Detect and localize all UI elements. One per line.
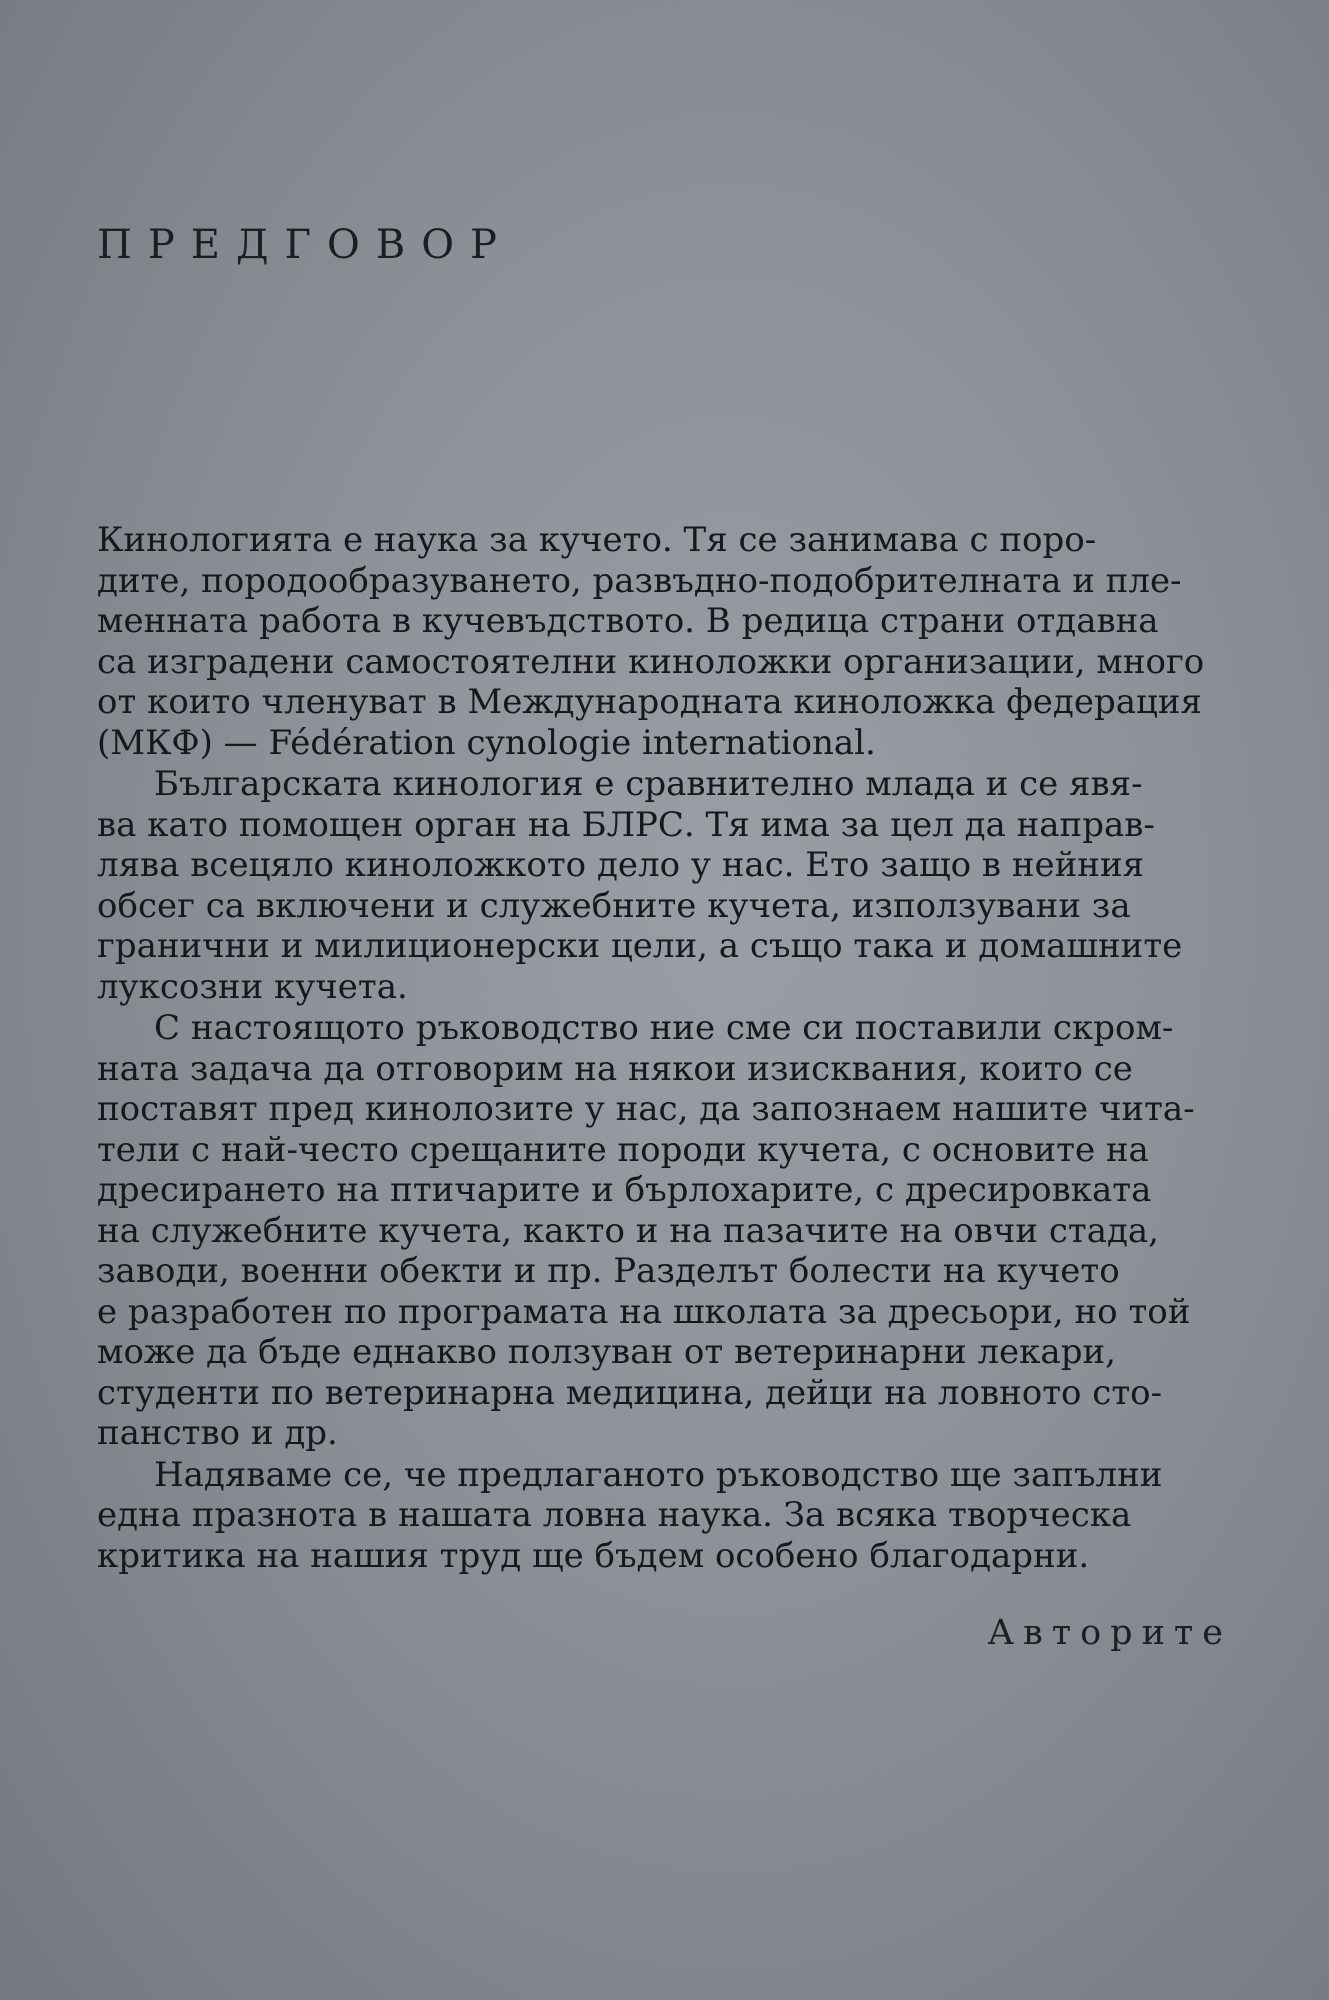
text-line: поставят пред кинолозите у нас, да запознаем нашите чита-	[97, 1089, 1195, 1129]
authors-signature: Авторите	[987, 1613, 1232, 1653]
text-line: дресирането на птичарите и бърлохарите, с дресировката	[97, 1170, 1152, 1210]
paragraph-3	[97, 1008, 1237, 1454]
text-line: обсег са включени и служебните кучета, използувани за	[97, 885, 1131, 926]
text-line: може да бъде еднакво ползуван от ветеринарни лекари,	[97, 1332, 1116, 1372]
text-line: от които членуват в Международната кинoложка федерация	[97, 682, 1202, 722]
text-line: (МКФ) — Fédération cynologie international.	[97, 722, 876, 763]
text-line: панство и др.	[97, 1413, 338, 1453]
text-line: заводи, военни обекти и пр. Разделът болести на кучето	[97, 1251, 1120, 1291]
text-line: луксозни кучета.	[97, 966, 408, 1007]
text-line: на служебните кучета, както и на пазачите на овчи стада,	[97, 1210, 1159, 1251]
text-line: Надяваме се, че предлаганото ръководство ще запълни	[154, 1454, 1163, 1495]
text-line: лява всецяло кинoложкото дело у нас. Ето защо в нейния	[97, 845, 1145, 885]
paragraph-4	[97, 1455, 1237, 1577]
text-line: са изградени самостоятелни кинoложки организации, много	[97, 641, 1205, 682]
text-line: тели с най-често срещаните породи кучета, с основите на	[97, 1129, 1149, 1170]
text-line: менната работа в кучевъдството. В редица страни отдавна	[97, 601, 1159, 641]
text-line: Българската кинология е сравнително млада и се явя-	[154, 764, 1143, 804]
text-line: критика на нашия труд ще бъдем особено благодарни.	[97, 1535, 1090, 1576]
text-line: е разработен по програмата на школата за дресьори, но той	[97, 1291, 1191, 1332]
text-line: една празнота в нашата ловна наука. За всяка творческа	[97, 1495, 1132, 1535]
text-line: С настоящото ръководство ние сме си поставили скром-	[154, 1008, 1174, 1048]
text-line: ва като помощен орган на БЛРС. Тя има за цел да направ-	[97, 804, 1155, 845]
text-line: ната задача да отговорим на някои изисквания, които се	[97, 1048, 1133, 1089]
text-line: студенти по ветеринарна медицина, дейци на ловното сто-	[97, 1372, 1163, 1413]
page-title: ПРЕДГОВОР	[97, 222, 513, 268]
paragraph-2	[97, 764, 1237, 1007]
preface-body	[97, 520, 1237, 1577]
paragraph-1	[97, 520, 1237, 763]
text-line: Кинологията е наука за кучето. Тя се занимава с поро-	[97, 520, 1097, 560]
text-line: гранични и милиционерски цели, а също така и домашните	[97, 926, 1183, 966]
text-line: дите, породообразуването, развъдно-подобрителната и пле-	[97, 560, 1182, 601]
